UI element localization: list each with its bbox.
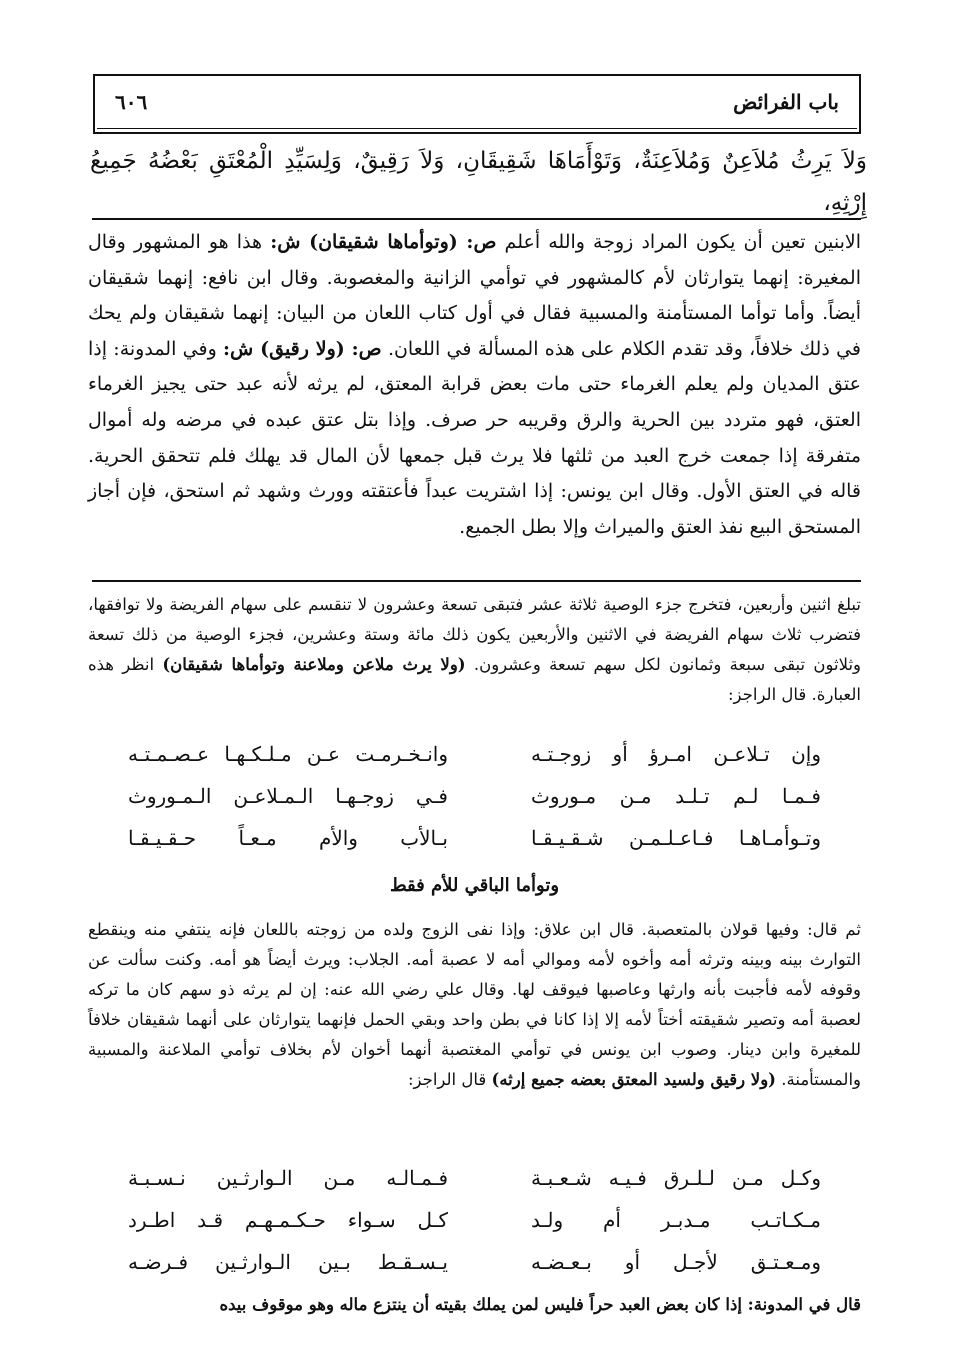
commentary-lemma-2: ص: (ولا رقيق) ش: xyxy=(223,337,382,360)
divider-1 xyxy=(92,218,861,220)
verse-row xyxy=(88,784,861,826)
footnote-block-1 xyxy=(88,590,861,710)
verse-row xyxy=(88,826,861,868)
commentary-block xyxy=(88,225,861,545)
verse-first-hemistich: فـمـا لـم تـلـد مـن مـوروث xyxy=(531,784,821,808)
footnote1-text-2: انظر هذه العبارة. قال الراجز: xyxy=(88,655,861,704)
verse-row xyxy=(88,1166,861,1208)
header-underline xyxy=(97,128,857,129)
commentary-text-1: الابنين تعين أن يكون المراد زوجة والله أعلم xyxy=(496,231,861,253)
verse-first-hemistich: وكـل مـن لـلـرق فـيـه شـعـبـة xyxy=(531,1166,821,1190)
verse-second-hemistich: فـمـالـه مـن الـوارثـين نـسـبـة xyxy=(128,1166,448,1190)
footnote1-lemma: (ولا يرث ملاعن وملاعنة وتوأماها شقيقان) xyxy=(162,655,466,674)
verse-first-hemistich: ومـعـتـق لأجـل أو بـعـضـه xyxy=(531,1250,821,1274)
footnote2-text-2: قال الراجز: xyxy=(407,1070,492,1089)
commentary-lemma-1: ص: (وتوأماها شقيقان) ش: xyxy=(270,231,497,253)
verse-row xyxy=(88,742,861,784)
verse-second-hemistich: كـل سـواء حـكـمـهـم قـد اطـرد xyxy=(128,1208,448,1232)
chapter-title: باب الفرائض xyxy=(733,90,839,114)
divider-2 xyxy=(92,580,861,582)
verse-second-hemistich: وانـخـرمـت عـن مـلـكـهـا عـصـمـتـه xyxy=(128,742,448,766)
verse-row xyxy=(88,1250,861,1292)
verse-second-hemistich: يـسـقـط بـين الـوارثـين فـرضـه xyxy=(128,1250,448,1274)
verse-second-hemistich: فـي زوجـهـا الـمـلاعـن الـمـوروث xyxy=(128,784,448,808)
footnote-block-2 xyxy=(88,915,861,1095)
commentary-text-3: وفي المدونة: إذا عتق المديان ولم يعلم الغرماء حتى مات بعض قرابة المعتق، لم يرثه لأنه عبد حتى يجيز الغرماء العتق، فهو متردد بين الحرية والرق وقريبه حر صرف. وإذا بتل عتق عبده في مرضه وله أموال متفرقة إذا جمعت خرج العبد من ثلثها فلا يرث قبل جمعها لأن المال قد يهلك فلم تتحقق الحرية. قاله في العتق الأول. وقال ابن يونس: إذا اشتريت عبداً فأعتقته وورث وشهد ثم استحق، فإن أجاز المستحق البيع نفذ العتق والميراث وإلا بطل الجميع. xyxy=(88,337,861,538)
verse-first-hemistich: وإن تـلاعـن امـرؤ أو زوجـتـه xyxy=(531,742,821,766)
verse-first-hemistich: مـكـاتـب مـدبـر أم ولـد xyxy=(531,1208,821,1232)
verse-row xyxy=(88,1208,861,1250)
closing-line: قال في المدونة: إذا كان بعض العبد حراً فليس لمن يملك بقيته أن ينتزع ماله وهو موقوف بيده xyxy=(219,1295,861,1314)
commentary-text-2: هذا هو المشهور وقال المغيرة: إنهما يتوارثان لأم كالمشهور في توأمي الزانية والمغصوبة. وقال ابن نافع: إنهما شقيقان أيضاً. وأما توأما المستأمنة والمسبية فقال في أول كتاب اللعان من البيان: إنهما شقيقان ولم يحك في ذلك خلافاً، وقد تقدم الكلام على هذه المسألة في اللعان. xyxy=(88,231,861,360)
verse-second-hemistich: بـالأب والأم مـعـاً حـقـيـقـا xyxy=(128,826,448,850)
footnote1-text-1: تبلغ اثنين وأربعين، فتخرج جزء الوصية ثلاثة عشر فتبقى تسعة وعشرون لا تنقسم على سهام الفريضة ولا توافقها، فتضرب ثلاث سهام الفريضة في الاثنين والأربعين يكون ذلك مائة وستة وعشرين، فجزء الوصية من ذلك تسعة وثلاثون تبقى سبعة وثمانون لكل سهم تسعة وعشرون. xyxy=(88,595,862,674)
page-header xyxy=(93,74,861,134)
footnote2-text-1: ثم قال: وفيها قولان بالمتعصبة. قال ابن علاق: وإذا نفى الزوج ولده من زوجته باللعان فإنه ينتفي منه وينقطع التوارث بينه وبينه وترثه أمه وأخوه لأمه وموالي أمه لا عصبة أمه. الجلاب: ويرث أيضاً هو أمه. وكنت سألت عن وقوفه لأمه فأجبت بأنه وارثها وعاصبها فيوقف لها. وقال علي رضي الله عنه: إن لم يرثه ذو سهم كان ما تركه لعصبة أمه وتصير شقيقته أختاً لأمه إلا إذا كانا في بطن واحد وبقي الحمل فإنهما يتوارثان على أنهما شقيقان خلافاً للمغيرة وابن دينار. وصوب ابن يونس في توأمي المغتصبة أنهما أخوان لأم بخلاف توأمي الملاعنة والمسبية والمستأمنة. xyxy=(88,920,861,1089)
footnote2-lemma: (ولا رقيق ولسيد المعتق بعضه جميع إرثه) xyxy=(491,1070,776,1089)
centered-note: وتوأما الباقي للأم فقط xyxy=(389,875,560,896)
verse-first-hemistich: وتـوأمـاهـا فـاعـلـمـن شـقـيـقـا xyxy=(531,826,821,850)
main-text: وَلاَ يَرِثُ مُلاَعِنٌ وَمُلاَعِنَةٌ، وَتَوْأَمَاهَا شَقِيقَانِ، وَلاَ رَقِيقٌ، وَلِسَيِّدِ الْمُعْتَقِ بَعْضُهُ جَمِيعُ إِرْثِهِ، xyxy=(90,148,867,216)
page-number: ٦٠٦ xyxy=(115,90,148,114)
